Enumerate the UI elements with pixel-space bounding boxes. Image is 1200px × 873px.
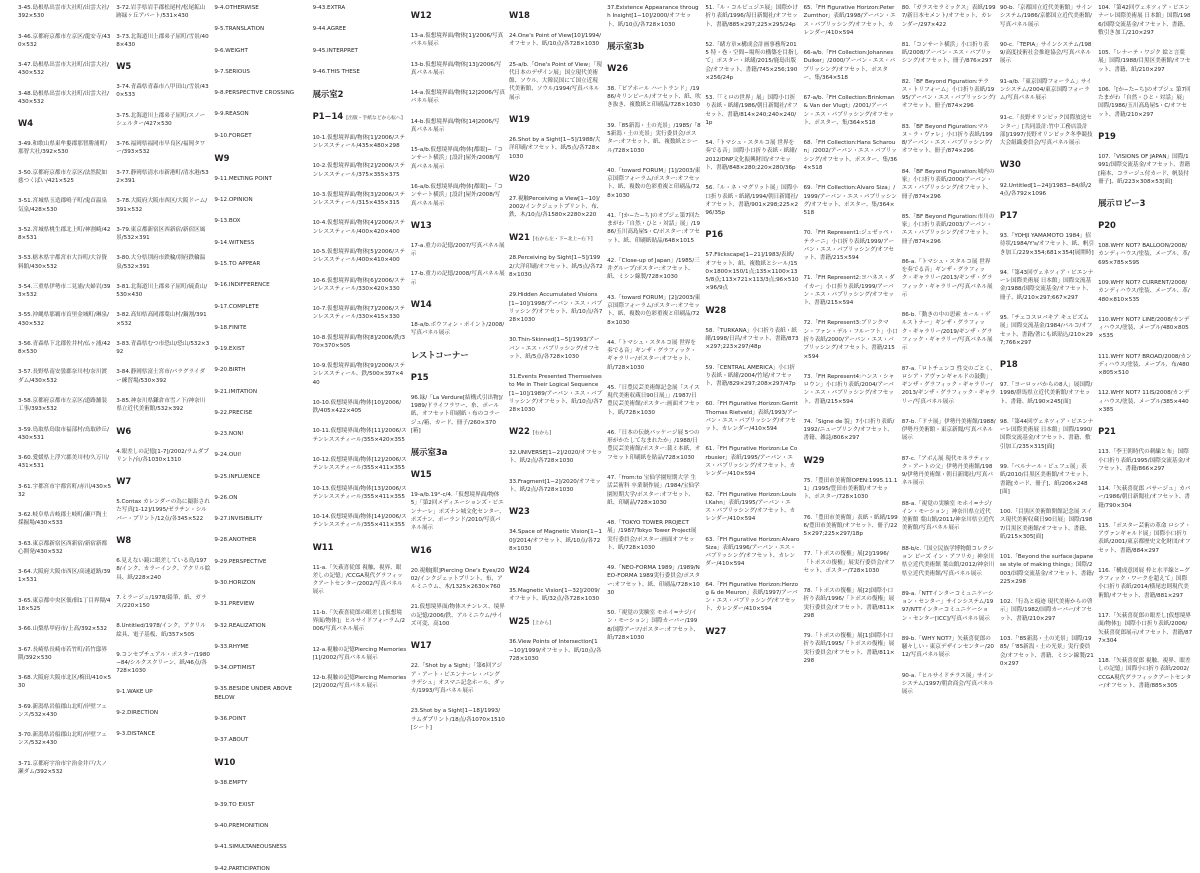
section-heading: P20 xyxy=(1098,220,1116,231)
catalogue-entry: 3-58.京都府京都市左京区/道路舗装工事/393×532 xyxy=(18,397,108,413)
catalogue-entry: 16-a/b.仮想境界面/物体[都眼]−「コンサート横浜」[設計]屋外/2008/写真パネル展示 xyxy=(410,184,503,207)
catalogue-entry: 10-4.仮想境界面/物体[4]/2006/ステンレススティール/400×420×400 xyxy=(312,220,406,235)
catalogue-entry: 83.「BF Beyond Figuration:マルヌ・ラ・ヴァレ」小口折り表紙/1998/アーバン・エス・パブリッシング/オフセット、冊子/874×296 xyxy=(901,123,993,155)
section-heading: W25 [上から] xyxy=(508,615,551,626)
poster-title: 9-40.PREMONITION xyxy=(214,822,269,829)
catalogue-entry: 98.「第44回ヴェネツィア・ビエンナーレ国際美術展 日本館」国際/1990/国際交流基金/オフセット、書籍、敷引加工/235×315[面] xyxy=(999,418,1094,450)
poster-title: 9-26.ON xyxy=(214,494,238,501)
catalogue-entry: 118.「矢萩喜従郎 視触、視界、眼差しの記憶」国際小口折り表紙/2002/CCGA現代グラフィックアートセンター/オフセット、書籍/885×305 xyxy=(1098,658,1192,689)
catalogue-entry: 3-82.高知県高岡郡葉山村/鍋割/391×532 xyxy=(116,312,207,327)
catalogue-entry: 52.「緒方章×構成会計画事務所2015 特・巻・空間−場所の構築を目指して」ポスター・紙緒/2015/鹿島出版会/オフセット、書籍/745×256;190×256/24p xyxy=(705,41,800,81)
catalogue-entry: 87-b.「ドナ展」伊勢丹美術館/1988/伊勢丹美術館・東京新聞/写真パネル展示 xyxy=(901,418,996,442)
poster-title: 9-42.PARTICIPATION xyxy=(214,865,270,872)
catalogue-entry: 3-59.鳥取県鳥取市福部村/鳥取砂丘/430×531 xyxy=(18,426,109,441)
catalogue-entry: 23.Shot by a Sight[1−18]/1993/ラムダプリント/18点/各1070×1510[シート] xyxy=(410,708,505,731)
catalogue-entry: 76.「豊田市美術館」表紙・紙緒/1996/豊田市美術館/オフセット、冊子/225×297;225×297/18p xyxy=(803,514,898,538)
catalogue-entry: 90-a.「ヒルサイドテラス展」サインシステム/1997/朝倉商会/写真パネル展示 xyxy=(901,672,994,696)
catalogue-entry: 3-53.栃木県宇都宮市大谷町/大谷資料館/430×532 xyxy=(18,255,108,270)
catalogue-entry: 78.「トポスの復権」展[2]国際小口折り表紙/1996/「トポスの復権」展実行委員会/オフセット、書籍/811×298 xyxy=(803,588,895,619)
catalogue-entry: 117.「矢萩喜従郎の眼差し[仮想境界面/物体]」国際小口折り表紙/2006/矢萩喜従郎展示/オフセット、書籍/877×304 xyxy=(1098,613,1193,644)
section-heading: W4 xyxy=(18,118,34,129)
section-heading: W18 xyxy=(508,10,530,20)
catalogue-entry: 45.「日豊民芸美術館記念展「スイス現代美術収蔵日90日展」」/1987/日豊民芸美術館/ポスター:画面オフセット、紙/728×1030 xyxy=(607,384,701,416)
catalogue-entry: 115.「ポスター芸術の革命 ロシア・アヴァンギャルド展」国際小口折り表紙/2001/東京都歴史文化財団/オフセット、書籍/884×297 xyxy=(1098,522,1191,554)
poster-title: 9-17.COMPLETE xyxy=(214,303,259,310)
section-heading: W15 xyxy=(410,469,432,480)
section-heading: W6 xyxy=(116,425,132,436)
catalogue-entry: 59.「CENTRAL AMERICA」小口折り表紙・紙緒/2004/竹尾/オフセット、書籍/829×297;208×297/47p xyxy=(705,364,796,388)
catalogue-entry: 15-a/b.仮想境界面/物体[都眼]−「コンサート横浜」[設計]屋外/2008/写真パネル展示 xyxy=(410,147,503,170)
catalogue-entry: 37.Existence Appearance through Insight[1−10]/2000/オフセット、紙/10点/各728×1030 xyxy=(607,5,699,28)
poster-title: 9-10.FORGET xyxy=(214,132,252,139)
catalogue-entry: 88-a.「視覚の実験室 モホイ=ナジ/イン・モーション」神奈川県立近代美術館 葉山館/2011/神奈川県立近代美術館/写真パネル展示 xyxy=(901,500,995,532)
poster-title: 9-9.REASON xyxy=(214,111,249,118)
catalogue-entry: 34.Space of Magnetic Vision[1−10]/2014/オフセット、紙/10点/各728×1030 xyxy=(508,529,602,552)
section-heading: P19 xyxy=(1098,130,1116,141)
text-column xyxy=(116,4,214,848)
catalogue-entry: 17-b.重力の記憶/2008/写真パネル展示 xyxy=(410,271,505,286)
poster-title: 9-29.PERSPECTIVE xyxy=(214,558,267,565)
catalogue-entry: 17-a.重力の記憶/2007/写真パネル展示 xyxy=(410,242,505,258)
section-heading: 展示室3b xyxy=(607,40,645,51)
poster-title: 9-3.DISTANCE xyxy=(116,731,156,738)
catalogue-entry: 106.「[か−た−ち]のオブジェ 第7回たまがわ「自然・ひと・対話」展」国際/1986/玉川高島屋S・C/オフセット、書籍/210×297 xyxy=(1098,86,1191,118)
poster-title: 9-25.INFLUENCE xyxy=(214,473,260,480)
catalogue-entry: 81.「コンサート横浜」小口折り表紙/2008/アーバン・エス・パブリッシング/オフセット、冊子/876×297 xyxy=(901,41,993,65)
section-heading: P16 xyxy=(705,229,724,240)
poster-title: 9-6.WEIGHT xyxy=(214,47,248,54)
catalogue-entry: 110.WHY NOT? LINE/2008/カンディハウス/塗装、メープル/480×805×535 xyxy=(1098,316,1190,340)
catalogue-entry: 66-a/b.「FH Collection:Johannes Duiker」/2000/アーバン・エス・パブリッシング/オフセット、ポスター、集/364×518 xyxy=(803,50,896,81)
catalogue-entry: 38.「ピアホール ハートランド」/1986/キリンビール/オフセット、紙、吹き抜き、複数紙と印刷品/728×1030 xyxy=(607,85,701,109)
section-heading: W28 xyxy=(705,304,727,315)
section-heading: W9 xyxy=(214,152,230,163)
catalogue-entry: 61.「FH Figurative Horizon:Le Corbusier」表紙/1995/アーバン・エス・パブリッシング/オフセット、カレンダー/410×594 xyxy=(705,446,798,478)
catalogue-entry: 111.WHY NOT? BROAD/2008/カンディハウス/塗装、メープル、布/480×805×510 xyxy=(1098,353,1192,377)
catalogue-entry: 107.「VISIONS OF JAPAN」国際/1991/国際交流基金/オフセット、書籍[箱本、コラージュ付カード、帆装付冊子]、紙/223×308×53[面] xyxy=(1098,154,1191,185)
text-column xyxy=(705,4,803,848)
catalogue-entry: 90-b.「京都国立近代美術館」サインシステム/1986/京都国立近代美術館/写真パネル展示 xyxy=(999,5,1093,28)
catalogue-entry: 102.「行為と痕迹 現代美術からの啓示」国際/1982/国際カーバー/オフセット、書籍/210×297 xyxy=(999,599,1093,622)
catalogue-entry: 10-12.仮想境界面/物体[12]/2006/ステンレススティール/355×411×355 xyxy=(312,457,407,472)
catalogue-entry: 3-51.宮城県玉造郡鳴子町/鬼首温泉気泉/428×530 xyxy=(18,198,108,213)
catalogue-entry: 56.「ル・ネ・マグリット展」国際小口折り表紙・紙緒/1994/朝日新聞社/オフセット、書籍/901×298;225×296/35p xyxy=(705,185,799,217)
poster-title: 9-27.INVISIBILITY xyxy=(214,516,263,523)
section-heading: W23 xyxy=(508,506,530,517)
section-heading: 展示室2 xyxy=(312,89,344,100)
catalogue-entry: 3-80.大分県別府市鉄輪/別府鉄輪温泉/532×391 xyxy=(116,255,206,270)
catalogue-entry: 91-c.「長野オリンピック国際放送センター」[共同設計:竹中工務店設計部]/1997/長野オリンピック冬季競技大会組織委員会/写真パネル展示 xyxy=(999,115,1093,147)
catalogue-entry: 90-c.「TEPIA」サインシステム/1989/高度技術社会推進協会/写真パネル展示 xyxy=(999,41,1092,65)
poster-title: 9-4.OTHERWISE xyxy=(214,5,259,11)
poster-title: 9-23.NON! xyxy=(214,431,244,438)
section-heading: W16 xyxy=(410,544,432,555)
text-column xyxy=(902,4,1000,848)
catalogue-entry: 3-64.大阪府大阪市西区/高速道路/391×531 xyxy=(18,569,111,584)
section-heading: レストコーナー xyxy=(410,349,469,360)
catalogue-entry: 86-b.「動きの中の思索 カール・ゲルストナー」ギンザ・グラフィック・ギャラリー/2019/ギンザ・グラフィック・ギャラリー/写真パネル展示 xyxy=(901,312,993,352)
poster-title: 9-13.BOX xyxy=(214,218,241,225)
catalogue-entry: 75.「豊田市美術館OPEN:1995.11.11」/1995/豊田市美術館/オフセット、ポスター/728×1030 xyxy=(803,477,898,501)
catalogue-entry: 18-a/b.ボウフォン・ポイント/2008/写真パネル展示 xyxy=(410,322,505,337)
catalogue-entry: 10-9.仮想境界面/物体[9]/2006/ステンレススティール、鉄/500×397×440 xyxy=(312,363,406,386)
catalogue-entry: 3-60.愛媛県上浮穴郡美川村/久万川/431×531 xyxy=(18,455,109,470)
catalogue-entry: 54.「トマシュ・スタルコ展 世界を奏でる音」国際小口折り表紙・紙緒/2012/DNP文化振興財団/オフセット、書籍/848×280;220×280/36p xyxy=(705,140,797,171)
poster-title: 9-14.WITNESS xyxy=(214,239,255,246)
section-heading: W22 [右から] xyxy=(508,426,551,437)
catalogue-entry: 22.「Shot by a Sight」「第6回アジア・アート・ビエンナーレ・バングラデシュ」オスマニ記念ホール、ダッカ/1993/写真パネル展示 xyxy=(410,663,505,695)
catalogue-entry: 49.「NEO-FORMA 1989」/1989/NEO-FORMA 1989実行委員会/ポスター:オフセット、紙、印刷品/728×1030 xyxy=(607,565,701,596)
poster-title: 9-8.PERSPECTIVE CROSSING xyxy=(214,90,295,97)
section-heading: W26 xyxy=(607,62,629,73)
section-heading: W29 xyxy=(803,454,825,465)
catalogue-entry: 97.「ヨーロッパからの8人」展国際/1998/群馬県立近代美術館/オフセット、書籍、紙/190×245[面] xyxy=(999,382,1093,405)
catalogue-entry: 42.「Close-up of Japan」/1985/三井グループ/ポスター:オフセット、紙、ミシン線製/728×1030 xyxy=(607,257,700,281)
section-heading-note: [右から] xyxy=(532,431,551,437)
text-column xyxy=(18,4,116,848)
catalogue-entry: 10-14.仮想境界面/物体[14]/2006/ステンレススティール/355×411×355 xyxy=(312,514,407,529)
catalogue-entry: 51.「ル・コルビュジエ展」国際かけ折り表紙/1996/毎日新聞社/オフセット、書籍/885×297;225×295/24p xyxy=(705,5,799,28)
catalogue-entry: 104.「第42回ヴェネツィア・ビエンナーレ国際美術展 日本館」国際/1986/国際交流基金/オフセット、書籍、敷引き加工/210×297 xyxy=(1098,5,1191,36)
catalogue-entry: 13-a.仮想境界面/物体[1]/2006/写真パネル展示 xyxy=(410,33,504,48)
catalogue-entry: 3-71.京都府宇治市宇治金井戸/大ノ瀬ダム/392×532 xyxy=(18,760,108,775)
catalogue-entry: 10-3.仮想境界面/物体[3]/2006/ステンレススティール/315×435×315 xyxy=(312,191,406,207)
catalogue-entry: 3-83.青森県むつ市恐山/恐山/532×392 xyxy=(116,340,210,356)
section-heading: W20 xyxy=(508,172,530,183)
catalogue-entry: 91-a/b.「東京国際フォーラム」サインシステム/2004/東京国際フォーラム/写真パネル展示 xyxy=(999,78,1092,102)
poster-title: 9-16.INDIFFERENCE xyxy=(214,282,270,289)
catalogue-entry: 4.眼差しの記憶[1-7]/2002/ラムダプリント/台/各1030×1310 xyxy=(116,448,209,463)
catalogue-entry: 11-a.「矢萩喜従郎 視触、視界、眼差しの記憶」/CCGA現代グラフィックアートセンター/2002/写真パネル展示 xyxy=(312,564,403,596)
section-heading: W11 xyxy=(312,541,334,552)
catalogue-entry: 5.Contax カレンダーの為に撮影された写真[1-12]/1995/ゼラチン・シルバー・プリント/12点/各345×522 xyxy=(116,499,210,522)
catalogue-entry: 3-66.山梨県甲府市/上高/392×532 xyxy=(18,626,108,633)
catalogue-entry: 3-62.岐阜県吉岐郡土岐町/瀬戸陶土採掘場/430×533 xyxy=(18,512,108,527)
poster-title: 9-21.IMITATION xyxy=(214,388,258,395)
catalogue-entry: 26.Shot by a Sight[1−5]/1988/大洋印刷/オフセット、紙/5点/各728×1030 xyxy=(508,137,601,160)
poster-title: 9-18.FINITE xyxy=(214,324,247,331)
catalogue-entry: 14-a.仮想境界面/物体[12]2006/写真パネル展示 xyxy=(410,90,505,105)
catalogue-entry: 6.見えない鏡に眼差している鳥/1978/インク、カラーインク、アクリル絵具、紙/228×240 xyxy=(116,558,211,581)
catalogue-entry: 116.「構成意図展 枠と水平線と−グラフィック・ワークを超えて」国際小口折り表紙/2014/横尾忠則現代美術館/オフセット、書籍/881×297 xyxy=(1098,567,1190,599)
catalogue-entry: 79.「トポスの復権」展[1]国際小口折り表紙/1995/「トポスの復権」展実行委員会/オフセット、書籍/811×298 xyxy=(803,633,895,664)
text-column xyxy=(509,4,607,848)
poster-title: 9-22.PRECISE xyxy=(214,409,253,416)
catalogue-entry: 103.「'85新潟・土の光景」国際/1985/「'85新潟・土の光景」実行委員会/オフセット、書籍、ミシン線製/210×297 xyxy=(999,635,1094,667)
poster-title: 9-45.INTERPRET xyxy=(312,47,358,54)
catalogue-entry: 50.「視覚の実験室 モホイ=ナジ/イン・モーション」国際カーバー/1998/国際アーツ/ポスター:オフセット、紙/728×1030 xyxy=(607,610,700,641)
catalogue-entry: 32.UNIVERSE[1−2]/2020/オフセット、紙/2点/各728×1030 xyxy=(508,450,603,465)
poster-title: 9-44.AGREE xyxy=(312,26,347,33)
text-column xyxy=(1098,4,1196,848)
catalogue-entry: 3-70.新潟県岩船郡山北町/岸壁フェンス/532×430 xyxy=(18,732,107,747)
poster-title: 9-11.MELTING POINT xyxy=(214,175,272,182)
catalogue-entry: 44.「トマシュ・スタルコ展 世界を奏でる音」ギンザ・グラフィック・ギャラリー/ポスター:オフセット、紙/728×1030 xyxy=(607,339,697,371)
catalogue-entry: 3-77.静岡県清水市新港町/清水港/532×391 xyxy=(116,169,209,184)
section-heading: W14 xyxy=(410,298,432,309)
catalogue-entry: 62.「FH Figurative Horizon:Louis I.Kahn」表紙/1995/アーバン・エス・パブリッシング/オフセット、カレンダー/410×594 xyxy=(705,491,797,523)
section-heading: W24 xyxy=(508,565,530,576)
catalogue-entry: 99.「ベルナール・ビュフェ展」表紙/2010/目黒区美術館/オフセット、書籍[カード、冊子]、紙/206×248[面] xyxy=(999,464,1092,495)
catalogue-entry: 13-b.仮想境界面/物体[13]/2006/写真パネル展示 xyxy=(410,61,502,76)
catalogue-entry: 105.「レナーテ・ワジク 絵と言葉展」国際/1988/目黒区美術館/オフセット、書籍、紙/210×297 xyxy=(1098,50,1191,73)
catalogue-entry: 3-56.青森県下北郡佐井村/仏ヶ浦/428×530 xyxy=(18,340,111,356)
section-heading: W17 xyxy=(410,640,432,651)
catalogue-entry: 3-76.福岡県福岡市早良区/福岡タワー/393×532 xyxy=(116,141,206,156)
text-column xyxy=(214,4,312,872)
catalogue-entry: 84.「BF Beyond Figuration:城内の家」小口折り表紙/2000/アーバン・エス・パブリッシング/オフセット、冊子/874×296 xyxy=(901,168,995,200)
catalogue-entry: 3-75.北海道川上郡弟子屈町/スノーシェルター/427×530 xyxy=(116,112,206,127)
catalogue-entry: 3-73.北海道川上郡弟子屈町/雪景/408×430 xyxy=(116,33,209,48)
catalogue-entry: 3-68.大阪府大阪市北区/梅田/410×530 xyxy=(18,675,112,690)
catalogue-entry: 85.「BF Beyond Figuration:市川の家」小口折り表紙/2003/アーバン・エス・パブリッシング/オフセット、冊子/874×296 xyxy=(901,213,995,245)
text-column xyxy=(1000,4,1098,848)
poster-title: 9-7.SERIOUS xyxy=(214,68,250,75)
section-heading-note: [右から左・下−北上−右下] xyxy=(532,236,593,242)
catalogue-entry: 86-a.「トマシュ・スタルコ展 世界を奏でる音」ギンザ・グラフィック・ギャラリー/2013/ギンザ・グラフィック・ギャラリー/写真パネル展示 xyxy=(901,258,993,298)
section-heading: W12 xyxy=(410,10,432,20)
catalogue-entry: 3-72.岩手県岩手郡松尾村/松尾鉱山跡緑ヶ丘アパート/531×430 xyxy=(116,5,206,20)
catalogue-entry: 77.「トポスの復権」展[2]/1996/「トポスの復権」展実行委員会/オフセット、ポスター/728×1030 xyxy=(803,551,895,574)
poster-title: 9-1.WAKE UP xyxy=(116,688,153,695)
catalogue-entry: 47.「from:to 宝仙学園短期大学 生活芸術科 卒業制作展」/1984/宝仙学園短期大学/ポスター:オフセット、紙、印刷品/728×1030 xyxy=(607,474,700,506)
poster-title: 9-38.EMPTY xyxy=(214,780,248,787)
catalogue-entry: 88-b/c.「国立民族学博物館コレクション ビーズ イン・アフリカ」神奈川県立近代美術館 葉山館/2012/神奈川県立近代美術館/写真パネル展示 xyxy=(901,545,995,577)
catalogue-entry: 33.Fragment[1−2]/2020/オフセット、紙/2点/各728×1030 xyxy=(508,478,601,493)
section-heading: P18 xyxy=(999,359,1018,370)
catalogue-entry: 31.Events Presented Themselves to Me in Their Logical Sequence[1−10]/1989/アーバン・エス・パブリッシング/オフセット、紙/10点/各728×1030 xyxy=(508,374,603,414)
section-heading: W8 xyxy=(116,535,132,545)
catalogue-entry: 43.「toward FORUM」[2]/2003/東京国際フォーラム/ポスター:オフセット、紙、複数の色彩重複と印刷品/728×1030 xyxy=(607,294,701,326)
catalogue-entry: 64.「FH Figurative Horizon:Herzog & de Meuron」表紙/1997/アーバン・エス・パブリッシング/オフセット、カレンダー/410×594 xyxy=(705,581,799,613)
poster-title: 9-12.OPINION xyxy=(214,197,253,204)
catalogue-entry: 10-1.仮想境界面/物体[1]/2006/ステンレススティール/435×480×298 xyxy=(312,134,406,150)
catalogue-entry: 3-81.北海道川上郡弟子屈町/硫黄山/530×430 xyxy=(116,283,208,299)
catalogue-entry: 87-c.「アボん展 現代モネラティック・アートの父」伊勢丹美術館/1989/伊勢丹美術館・朝日新聞社/写真パネル展示 xyxy=(901,455,993,487)
catalogue-entry: 68.「FH Collection:Hans Scharoun」/2002/アーバン・エス・パブリッシング/オフセット、ポスター、集/364×518 xyxy=(803,140,898,171)
poster-title: 9-36.POINT xyxy=(214,715,246,722)
catalogue-entry: 25-a/b.「One's Point of View」「現代日本のデザイン展」国立現代美術館、ソウル、大韓民国にて国立近現代美術館、ソウル/1994/写真パネル展示 xyxy=(508,61,603,101)
catalogue-entry: 8.Untitled/1978/インク、アクリル絵具、電子基板、紙/357×505 xyxy=(116,623,206,638)
catalogue-entry: 10-8.仮想境界面/物体[8]/2006/鉄/370×370×505 xyxy=(312,334,406,349)
poster-title: 9-31.PREVIEW xyxy=(214,601,255,608)
poster-title: 9-20.BIRTH xyxy=(214,367,246,374)
section-heading: W30 xyxy=(999,159,1021,170)
catalogue-entry: 89-a.「NTTインターコミュニケーション・センター」サインシステム/1997/NTTインターコミュニケーション・センター[ICC]/写真パネル展示 xyxy=(901,590,994,622)
poster-title: 9-41.SIMULTANEOUSNESS xyxy=(214,844,287,851)
catalogue-entry: 11-b.「矢萩喜従郎の眼差し[仮想境界面/物体]」ヒルサイドフォーラム/2006/写真パネル展示 xyxy=(312,609,406,633)
catalogue-entry: 39.「85新潟・土の光景」/1985/「85新潟・土の光景」実行委員会/ポスター:オフセット、紙、複数紙とシール/728×1030 xyxy=(607,122,701,154)
catalogue-entry: 10-5.仮想境界面/物体[5]/2006/ステンレススティール/400×410×400 xyxy=(312,249,406,264)
catalogue-entry: 20.視触[眼]Piercing One's Eyes/2002/インクジェットプリント、布、アルミニウム、木/1325×2630×760 xyxy=(410,567,505,591)
poster-title: 9-32.REALIZATION xyxy=(214,622,266,629)
section-heading: W10 xyxy=(214,757,236,768)
catalogue-entry: 3-65.東京都中央区佃/佃1丁目界隈/418×525 xyxy=(18,597,111,612)
catalogue-entry: 96.緑/「La Verdure[結構式引出物]/1989/ドライフラワー、糸、ポール紙、オフセット印刷紙・布のコラージュ/箱、カード、冊子/260×370[箱] xyxy=(410,394,503,434)
catalogue-entry: 30.Thin-Skinned[1−5]/1993/アーバン・エス・パブリッシング/オフセット、紙/5点/各728×1030 xyxy=(508,337,600,360)
catalogue-entry: 74.「Signe de 貌」7小口折り表紙/1992/ニューブリンク/オフセット、書籍、雑誌/806×297 xyxy=(803,418,895,442)
section-heading: W7 xyxy=(116,476,132,487)
poster-title: 9-24.OUI! xyxy=(214,452,242,459)
catalogue-entry: 112.WHY NOT? 11IS/2008/カンディハウス/塗装、メープル/385×440×385 xyxy=(1098,390,1190,413)
catalogue-entry: 3-74.青森県青森市八甲田山/雪景/430×533 xyxy=(116,84,209,99)
catalogue-entry: 109.WHY NOT? CURRENT/2008/カンディハウス/塗装、メープル、革/480×810×535 xyxy=(1098,280,1190,303)
section-heading-note: [上から] xyxy=(532,620,551,626)
poster-title: 9-30.HORIZON xyxy=(214,579,256,586)
catalogue-entry: 46.「日本の伝統パッケージ展 5つの形がかたしてなまれたか」/1988/日豊民芸美術館/ポスター:裁ミ本紙、オフセット印刷紙を貼品/728×1030 xyxy=(607,429,701,461)
catalogue-entry: 53.「「ミロの世界」展」国際小口折り表紙・紙緒/1986/朝日新聞社/オフセット、書籍/814×240;240×240/1p xyxy=(705,95,798,126)
poster-title: 9-15.TO APPEAR xyxy=(214,261,261,267)
catalogue-entry: 100.「目黒区美術館開館記念展 スイス現代美術収蔵日90日展」国際/1987/目黒区美術館/オフセット、書籍、紙/215×305[面] xyxy=(999,509,1093,540)
section-heading: W5 xyxy=(116,61,132,72)
catalogue-entry: 108.WHY NOT? BALLOON/2008/カンディハウス/塗装、メープル、革/695×785×595 xyxy=(1098,243,1190,266)
catalogue-entry: 3-48.島根県出雲市大社町/出雲大社/430×532 xyxy=(18,90,109,105)
catalogue-entry: 3-63.東京都新宿区西新宿/新宿新都心開発/430×532 xyxy=(18,540,108,555)
catalogue-entry: 3-78.大阪府大阪市西区/大阪ドーム/391×532 xyxy=(116,198,208,213)
catalogue-entry: 63.「FH Figurative Horizon:Alvaro Siza」表紙/1996/アーバン・エス・パブリッシング/オフセット、カレンダー/410×594 xyxy=(705,536,800,568)
catalogue-entry: 36.View Points of Intersection[1−10]/1999/オフセット、紙/10点/各728×1030 xyxy=(508,639,602,662)
poster-title: 9-43.EXTRA xyxy=(312,5,346,11)
catalogue-entry: 94.「第43回ヴェネツィア・ビエンナーレ国際美術展 日本館」国際交流基金/1988/国際交流基金/オフセット、冊子、紙/210×297;667×297 xyxy=(999,269,1094,301)
catalogue-entry: 3-50.京都府京都市左京区/法然院如慈つくばい/421×525 xyxy=(18,169,108,184)
catalogue-entry: 89-b.「WHY NOT?」矢萩喜従郎の騒々しい・東京デザインセンター/2012/写真パネル展示 xyxy=(901,635,994,659)
poster-title: 9-5.TRANSLATION xyxy=(214,26,265,33)
catalogue-entry: 10-6.仮想境界面/物体[6]/2006/ステンレススティール/330×420×330 xyxy=(312,277,406,292)
section-heading: W13 xyxy=(410,219,432,230)
catalogue-entry: 29.Hidden Accumulated Visions[1−10]/1998/アーバン・エス・パブリッシング/オフセット、紙/10点/各728×1030 xyxy=(508,292,603,324)
section-heading: P1−14 [出版・手紙などから転へ] xyxy=(312,111,403,122)
poster-title: 9-33.RHYME xyxy=(214,643,249,650)
section-heading: P21 xyxy=(1098,426,1116,437)
section-heading-note: [出版・手紙などから転へ] xyxy=(346,116,403,122)
catalogue-entry: 93.「YOHJI YAMAMOTO 1984」招待状/1984/Y's/オフセット、紙、帆引き加工/229×354;681×354[展開時] xyxy=(999,233,1095,256)
catalogue-entry: 10-7.仮想境界面/物体[7]/2006/ステンレススティール/330×415×330 xyxy=(312,306,406,321)
catalogue-entry: 35.Magnetic Vision[1−32]/2009/オフセット、紙/32点/各728×1030 xyxy=(508,588,600,603)
catalogue-entry: 57.Flickscape[1−21]/1983/表紙/オフセット、紙、複数紙とシール/150×1800×150/1点;135×1100×135/8点;113×721×113/3点;96×510×96/9点 xyxy=(705,252,799,292)
section-heading: P15 xyxy=(410,371,429,382)
catalogue-entry: 10-2.仮想境界面/物体[2]/2006/ステンレススティール/375×355×375 xyxy=(312,163,406,178)
catalogue-entry: 80.「ガラスセラミックス」表紙/1997/新日本セメント/オフセット、カレンダー/297×422 xyxy=(901,5,996,28)
catalogue-entry: 3-61.宇都宮市宇都宮町/赤川/430×532 xyxy=(18,483,112,498)
catalogue-entry: 27.視触Perceiving a View[1−10]/2002/インクジェットプリント、布、鉄、木/10点/各1580×2280×220 xyxy=(508,195,603,219)
catalogue-entry: 9.コンセプチュアル・ポスター/1980−84/シルクスクリーン、紙/46点/各728×1030 xyxy=(116,651,210,675)
poster-title: 9-19.EXIST xyxy=(214,346,245,353)
text-column xyxy=(804,4,902,848)
catalogue-entry: 3-55.沖縄県那覇市首里金城町/琳泉/430×532 xyxy=(18,312,109,327)
catalogue-entry: 71.「FH Represent2:ヨハネス・ダイカー」小口折り表紙/1999/アーバン・エス・パブリッシング/オフセット、書籍/215×594 xyxy=(803,275,895,307)
section-heading: W19 xyxy=(508,113,530,124)
catalogue-entry: 14-b.仮想境界面/物体[14]2006/写真パネル展示 xyxy=(410,118,500,133)
catalogue-entry: 3-45.島根県出雲市大社町/出雲大社/392×530 xyxy=(18,5,109,20)
section-heading: P17 xyxy=(999,210,1018,221)
catalogue-entry: 95.「チェコスロバキア キュビズム展」国際交流基金/1984/パルコ/オフセット、書籍/著にも紙貼込/210×297;766×297 xyxy=(999,315,1093,346)
catalogue-entry: 28.Perceiving by Sight[1−5]/1992/大洋印刷/オフセット、紙/5点/各728×1030 xyxy=(508,255,603,278)
catalogue-entry: 12-b.視触の記憶Piercing Memories[2]/2002/写真パネル展示 xyxy=(312,675,407,690)
catalogue-entry: 19-a/b.19°-c/4.「仮想境界面/物体5」「第2回メディエーションズ・ビエンナーレ」ポズナン城文化センター、ポズナン、ポーランド/2010/写真パネル展示 xyxy=(410,492,505,532)
catalogue-entry: 92.Untitled[1−24]/1983−84/紙/24点/各792×1096 xyxy=(999,182,1092,197)
catalogue-entry: 3-52.宮城県桃生郡北上町/神割崎/428×531 xyxy=(18,226,111,242)
catalogue-entry: 21.仮想境界面/物体ステンレス、境界の記憶/2006/鉄、アルミニウム/サイズ可変、高100 xyxy=(410,604,505,627)
poster-title: 9-35.BESIDE UNDER ABOVE BELOW xyxy=(214,686,293,701)
catalogue-entry: 69.「FH Collection:Alvaro Siza」/1999/アーバン・エス・パブリッシング/オフセット、ポスター、集/364×518 xyxy=(803,185,897,217)
catalogue-entry: 3-84.静岡県富士宮市/パラグライダー練習場/530×392 xyxy=(116,369,206,384)
poster-title: 9-34.OPTIMIST xyxy=(214,665,256,672)
catalogue-entry: 87-a.「ロトチェンコ 性交のごとく、ロシア・アヴァンギャルドの鼓動」ギンザ・グラフィック・ギャラリー/2013/ギンザ・グラフィック・ギャラリー/写真パネル展示 xyxy=(901,365,996,405)
catalogue-entry: 3-57.長野県南安曇郡奈川村/奈川渡ダム/430×532 xyxy=(18,369,108,384)
catalogue-entry: 3-67.長崎県長崎市若竹町/若竹邸界隈/392×530 xyxy=(18,646,108,661)
catalogue-entry: 3-46.京都府京都市左京区/龍安寺/430×532 xyxy=(18,33,111,48)
section-heading: W21 [右から左・下−北上−右下] xyxy=(508,231,593,242)
catalogue-entry: 3-49.和歌山県東牟婁郡那智勝浦町/那智大社/392×530 xyxy=(18,141,108,156)
poster-title: 9-46.THIS THESE xyxy=(312,68,360,75)
catalogue-entry: 3-69.新潟県岩船郡山北町/岸壁フェンス/532×430 xyxy=(18,703,107,718)
catalogue-entry: 72.「FH Represent3:ブリンクマン・ファン・デル・フルーフト」小口折り表紙/2000/アーバン・エス・パブリッシング/オフセット、書籍/215×594 xyxy=(803,320,898,360)
poster-title: 9-39.TO EXIST xyxy=(214,801,255,808)
poster-title: 9-37.ABOUT xyxy=(214,737,249,744)
catalogue-entry: 3-47.島根県出雲市大社町/出雲大社/430×532 xyxy=(18,62,109,77)
catalogue-entry: 65.「FH Figurative Horizon:Peter Zumthor」表紙/1998/アーバン・エス・パブリッシング/オフセット、カレンダー/410×594 xyxy=(803,5,896,36)
catalogue-entry: 10-11.仮想境界面/物体[11]/2006/ステンレススティール/355×420×355 xyxy=(312,428,407,443)
poster-title: 9-2.DIRECTION xyxy=(116,710,159,716)
poster-title: 9-28.ANOTHER xyxy=(214,537,257,544)
catalogue-entry: 113.「李王朝時代の刺繍と布」国際小口折り表紙/1995/国際交流基金/オフセット、書籍/866×297 xyxy=(1098,449,1191,472)
catalogue-entry: 67-a/b.「FH Collection:Brinkman & Van der Vlugt」/2001/アーバン・エス・パブリッシング/オフセット、ポスター、集/364×518 xyxy=(803,95,895,126)
catalogue-entry: 40.「toward FORUM」[1]/2003/東京国際フォーラム/ポスター:オフセット、紙、複数の色彩重複と印刷品/728×1030 xyxy=(607,167,701,199)
catalogue-entry: 10-13.仮想境界面/物体[13]/2006/ステンレススティール/355×411×355 xyxy=(312,485,407,500)
catalogue-entry: 58.「TURKANA」小口折り表紙・紙緒/1998/日昌/オフセット、書籍/873×297;223×297/48p xyxy=(705,327,799,351)
section-heading: 展示ロビー3 xyxy=(1098,198,1146,209)
text-column xyxy=(607,4,705,848)
catalogue-entry: 24.One's Point of View[10]/1994/オフセット、紙/10点/各728×1030 xyxy=(508,33,602,48)
section-heading: 展示室3a xyxy=(410,447,448,458)
catalogue-entry: 12-a.視触の記憶Piercing Memories[1]/2002/写真パネル展示 xyxy=(312,646,407,661)
catalogue-entry: 114.「矢萩喜従郎 パサージュ」カバー/1986/朝日新聞社/オフセット、書籍/790×304 xyxy=(1098,486,1191,509)
catalogue-entry: 60.「FH Figurative Horizon:Gerrit Thomas Rietveld」表紙/1993/アーバン・エス・パブリッシング/オフセット、カレンダー/410×594 xyxy=(705,401,799,433)
catalogue-entry: 73.「FH Represent4:ハンス・シャロウン」小口折り表紙/2004/アーバン・エス・パブリッシング/オフセット、書籍/215×594 xyxy=(803,373,895,405)
catalogue-entry: 101.「Beyond the surface:Japanese style of making things」国際/2003/国際交流基金/オフセット、書籍/225×298 xyxy=(999,554,1094,585)
catalogue-entry: 3-54.三重県伊勢市二見浦/夫婦岩/393×532 xyxy=(18,283,111,299)
section-heading: W27 xyxy=(705,625,727,636)
catalogue-entry: 3-79.東京都新宿区西新宿/新宿区風景/532×391 xyxy=(116,226,206,242)
catalogue-entry: 41.「[か−た−ち]のオブジェ第7回たまがわ「自然・ひと・対話」展」/1986/玉川高島屋S・C/ポスター:オフセット、紙、印刷紙貼品/648×1015 xyxy=(607,212,701,244)
catalogue-entry: 3-85.神奈川県鎌倉市雪ノ下/神奈川県立近代美術館/532×392 xyxy=(116,397,206,413)
catalogue-entry: 70.「FH Represent1:ジュゼッペ・テラーニ」小口折り表紙/1999/アーバン・エス・パブリッシング/オフセット、書籍/215×594 xyxy=(803,230,895,262)
catalogue-entry: 7.ミラージュ/1978/鉛筆、紙、ガラス/220×150 xyxy=(116,594,207,610)
catalogue-entry: 10-10.仮想境界面/物体[10]/2006/鉄/405×422×405 xyxy=(312,399,402,415)
text-column xyxy=(313,4,411,848)
catalogue-entry: 48.「TOKYO TOWER PROJECT展」/1987/Tokyo Tower Project展実行委員会/ポスター:画面オフセット、紙/728×1030 xyxy=(607,520,697,551)
catalogue-entry: 82.「BF Beyond Figuration:テラス・トリフォーム」小口折り表紙/1995/アーバン・エス・パブリッシング/オフセット、冊子/874×296 xyxy=(901,78,996,110)
text-column xyxy=(411,4,509,848)
